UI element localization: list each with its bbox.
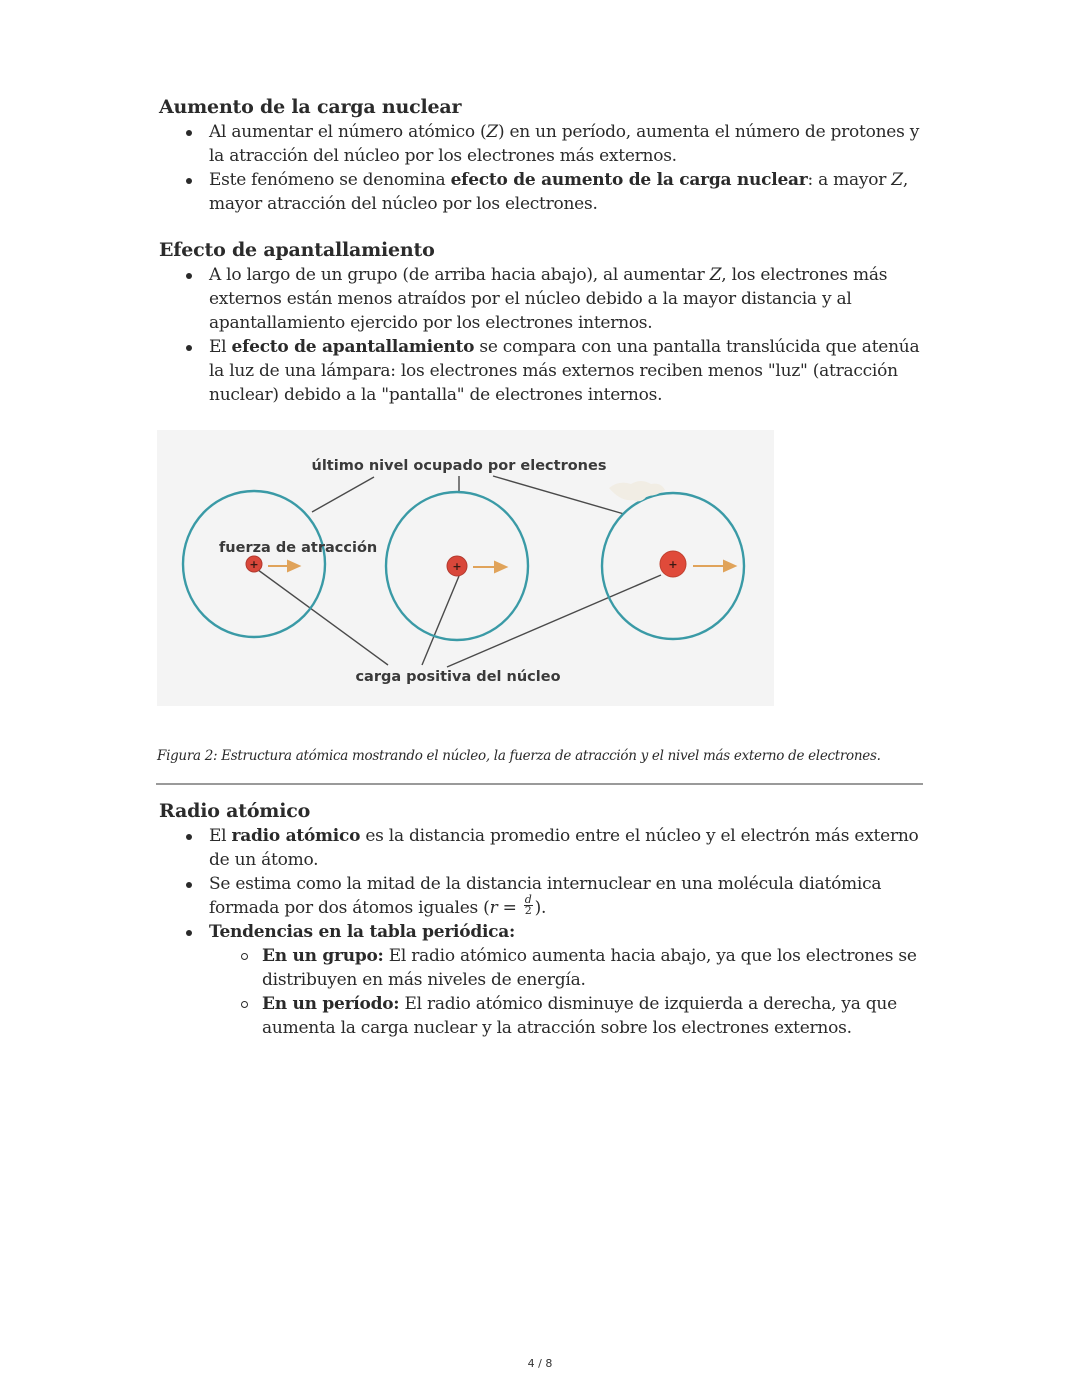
sub-list-item (262, 992, 929, 1040)
text: El (209, 337, 232, 357)
sub-list-item (262, 944, 929, 992)
list-item (209, 168, 929, 216)
list-item (209, 824, 929, 872)
plus-icon: + (452, 560, 462, 573)
page-number: 4 / 8 (527, 1357, 553, 1370)
bold-term: En un grupo: (262, 946, 384, 966)
text: ). (534, 898, 547, 918)
text: Al aumentar el número atómico ( (209, 122, 487, 142)
fraction-numerator: d (524, 893, 532, 906)
math-fraction (524, 895, 533, 916)
section-heading: Radio atómico (159, 800, 311, 822)
bold-term: Tendencias en la tabla periódica: (209, 922, 516, 942)
math-variable: Z (709, 265, 722, 285)
bold-term: radio atómico (231, 826, 361, 846)
section-apantallamiento (159, 239, 929, 407)
bold-term: efecto de aumento de la carga nuclear (450, 170, 808, 190)
math-variable: Z (891, 170, 903, 190)
label-attraction-force: fuerza de atracción (219, 540, 378, 556)
list-item (209, 263, 929, 335)
bold-term: efecto de apantallamiento (231, 337, 475, 357)
plus-icon: + (668, 558, 678, 571)
bullet-list (159, 824, 929, 1040)
math-variable: r (489, 898, 498, 918)
section-heading: Efecto de apantallamiento (159, 239, 435, 261)
label-nucleus-charge: carga positiva del núcleo (355, 669, 561, 685)
text: : a mayor (807, 170, 892, 190)
section-radio-atomico (159, 800, 929, 1040)
text: , mayor atracción del núcleo por los electrones. (209, 170, 909, 214)
list-item (209, 335, 929, 407)
text: , los electrones más externos están menos atraídos por el núcleo debido a la mayor distancia y al apantallamiento ejercido por los electrones internos. (209, 265, 888, 333)
math-operator: = (497, 898, 522, 918)
atom-diagram (157, 430, 774, 706)
section-carga-nuclear (159, 96, 929, 216)
sub-list (209, 944, 929, 1040)
text: El radio atómico aumenta hacia abajo, ya que los electrones se distribuyen en más niveles de energía. (262, 946, 917, 990)
bold-term: En un período: (262, 994, 400, 1014)
bullet-list (159, 263, 929, 407)
text: Se estima como la mitad de la distancia internuclear en una molécula diatómica formada por dos átomos iguales ( (209, 874, 882, 918)
figure-caption: Figura 2: Estructura atómica mostrando el núcleo, la fuerza de atracción y el nivel más externo de electrones. (157, 748, 881, 764)
text: Este fenómeno se denomina (209, 170, 451, 190)
atom-diagram-figure (157, 430, 774, 706)
bullet-list (159, 120, 929, 216)
text: es la distancia promedio entre el núcleo y el electrón más externo de un átomo. (209, 826, 919, 870)
divider (156, 783, 923, 785)
label-outer-level: último nivel ocupado por electrones (311, 458, 607, 474)
list-item (209, 872, 929, 920)
list-item (209, 920, 929, 1040)
plus-icon: + (249, 558, 259, 571)
math-variable: Z (486, 122, 498, 142)
fraction-denominator: 2 (524, 904, 532, 917)
section-heading: Aumento de la carga nuclear (159, 96, 462, 118)
text: ) en un período, aumenta el número de protones y la atracción del núcleo por los electrones más externos. (209, 122, 920, 166)
text: El radio atómico disminuye de izquierda a derecha, ya que aumenta la carga nuclear y la atracción sobre los electrones externos. (262, 994, 897, 1038)
text: El (209, 826, 232, 846)
text: A lo largo de un grupo (de arriba hacia abajo), al aumentar (209, 265, 710, 285)
list-item (209, 120, 929, 168)
text: se compara con una pantalla translúcida que atenúa la luz de una lámpara: los electrones más externos reciben menos "luz" (atracción nuclear) debido a la "pantalla" de electrones internos. (209, 337, 920, 405)
